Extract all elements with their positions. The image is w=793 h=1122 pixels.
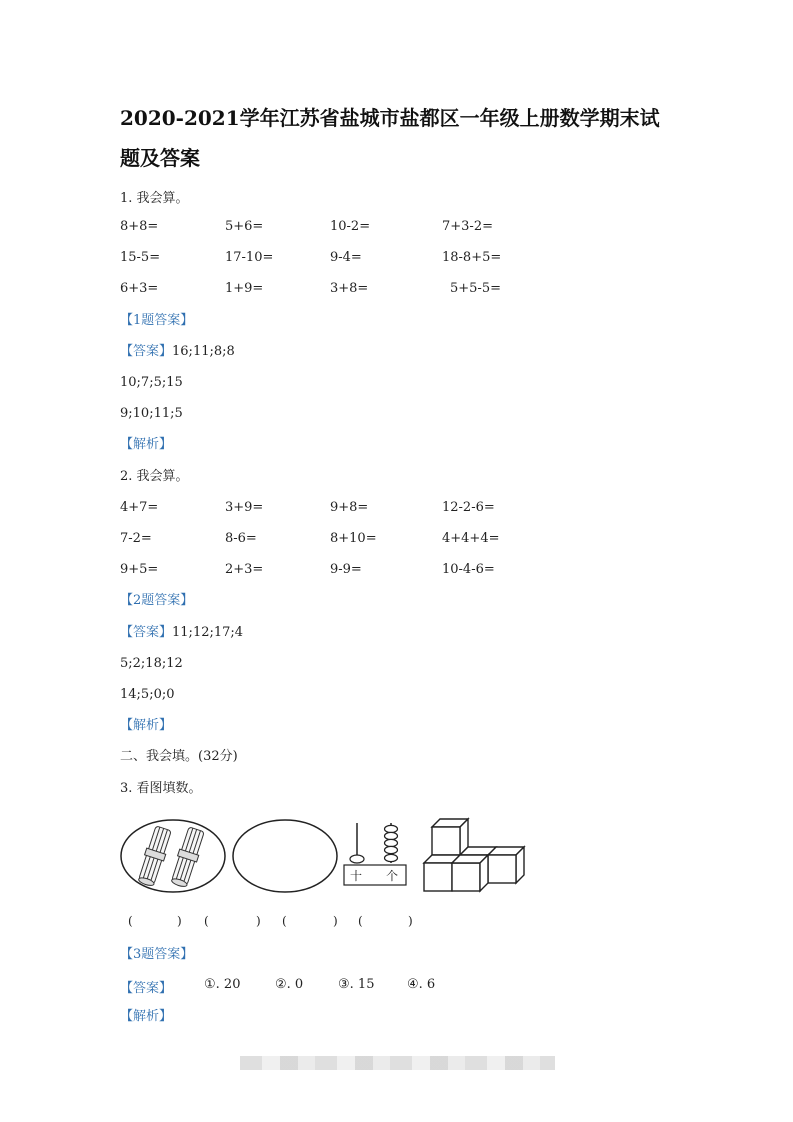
blank-close: ) <box>408 914 413 928</box>
q2-problem: 10-4-6= <box>442 562 495 577</box>
q2-problem: 9+8= <box>330 500 369 515</box>
q2-problem: 4+7= <box>120 500 159 515</box>
q2-answer-line-1 <box>120 624 243 642</box>
q1-problem: 1+9= <box>225 281 264 296</box>
q2-problem: 2+3= <box>225 562 264 577</box>
answer-values: 11;12;17;4 <box>172 625 244 640</box>
q3-answer-4: ④. 6 <box>407 977 436 992</box>
q2-problem: 12-2-6= <box>442 500 495 515</box>
q1-answer-line-1 <box>120 343 235 361</box>
blurred-watermark <box>240 1056 555 1070</box>
q1-analysis: 【解析】 <box>120 437 173 452</box>
q2-answer-header: 【2题答案】 <box>120 593 194 608</box>
q3-heading: 3. 看图填数。 <box>120 781 202 796</box>
answer-label: 【答案】 <box>120 625 173 640</box>
q2-problem: 4+4+4= <box>442 531 500 546</box>
q2-answer-line-3: 14;5;0;0 <box>120 687 175 702</box>
q2-problem: 3+9= <box>225 500 264 515</box>
abacus-ones-label: 个 <box>386 869 399 883</box>
document-title-continued: 题及答案 <box>120 146 200 170</box>
q1-problem: 10-2= <box>330 219 371 234</box>
q1-answer-line-2: 10;7;5;15 <box>120 375 183 390</box>
empty-ellipse-figure <box>233 820 337 892</box>
answer-values: 16;11;8;8 <box>172 344 235 359</box>
q1-heading: 1. 我会算。 <box>120 191 189 206</box>
q2-heading: 2. 我会算。 <box>120 469 189 484</box>
q1-problem: 5+5-5= <box>450 281 501 296</box>
stick-bundle-icon <box>136 825 173 887</box>
bundled-sticks-figure <box>121 820 225 892</box>
q3-answer-3: ③. 15 <box>338 977 375 992</box>
q1-problem: 3+8= <box>330 281 369 296</box>
q1-answer-header: 【1题答案】 <box>120 313 194 328</box>
q1-problem: 15-5= <box>120 250 161 265</box>
q3-answer-2: ②. 0 <box>275 977 304 992</box>
q2-analysis: 【解析】 <box>120 718 173 733</box>
q1-problem: 6+3= <box>120 281 159 296</box>
document-title: 2020-2021学年江苏省盐城市盐都区一年级上册数学期末试 <box>120 106 660 130</box>
stick-bundle-icon <box>169 826 206 888</box>
answer-label: 【答案】 <box>120 981 173 996</box>
cube-stack-figure <box>424 819 524 891</box>
q2-problem: 9-9= <box>330 562 362 577</box>
blank-open: ( <box>282 914 287 928</box>
blank-open: ( <box>128 914 133 928</box>
q1-problem: 9-4= <box>330 250 362 265</box>
q3-figures <box>118 815 528 897</box>
abacus-figure <box>344 823 406 885</box>
blank-close: ) <box>256 914 261 928</box>
q1-answer-line-3: 9;10;11;5 <box>120 406 183 421</box>
q2-problem: 9+5= <box>120 562 159 577</box>
q1-problem: 5+6= <box>225 219 264 234</box>
q3-answer-header: 【3题答案】 <box>120 947 194 962</box>
q3-analysis: 【解析】 <box>120 1009 173 1024</box>
q1-problem: 7+3-2= <box>442 219 493 234</box>
blank-open: ( <box>358 914 363 928</box>
q1-problem: 17-10= <box>225 250 274 265</box>
q1-problem: 18-8+5= <box>442 250 502 265</box>
blank-close: ) <box>177 914 182 928</box>
q2-problem: 7-2= <box>120 531 152 546</box>
q2-answer-line-2: 5;2;18;12 <box>120 656 183 671</box>
section-heading: 二、我会填。(32分) <box>120 749 238 764</box>
q3-answer-1: ①. 20 <box>204 977 241 992</box>
blank-open: ( <box>204 914 209 928</box>
answer-label: 【答案】 <box>120 344 173 359</box>
q2-problem: 8+10= <box>330 531 377 546</box>
q2-problem: 8-6= <box>225 531 257 546</box>
blank-close: ) <box>333 914 338 928</box>
q1-problem: 8+8= <box>120 219 159 234</box>
abacus-tens-label: 十 <box>350 869 363 883</box>
